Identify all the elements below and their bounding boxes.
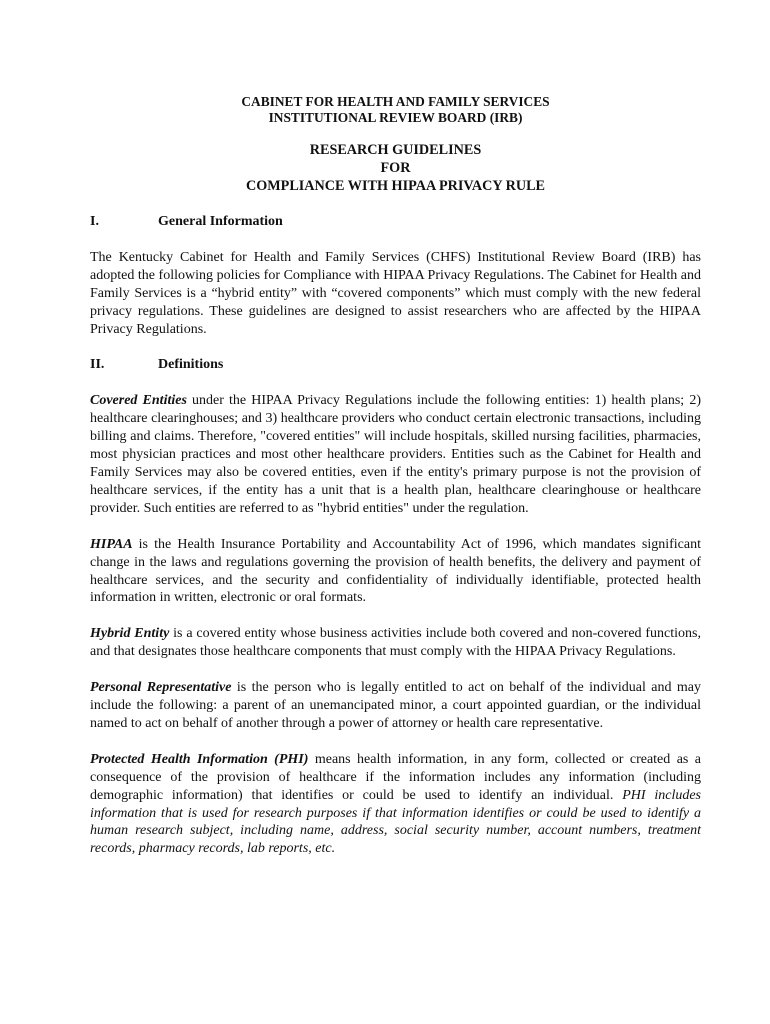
section-title: Definitions	[158, 357, 224, 373]
definition-personal-representative	[90, 679, 701, 733]
definition-text: is the person who is legally entitled to act on behalf of the individual and may include the following: a parent of an unemancipated minor, a court appointed guardian, or the individual named to act on behalf of another through a power of attorney or health care representative.	[90, 680, 701, 731]
document-title	[90, 141, 701, 195]
definition-text: under the HIPAA Privacy Regulations include the following entities: 1) health plans; 2) healthcare clearinghouses; and 3) healthcare providers who conduct certain electronic transactions, including billing and claims. Therefore, "covered entities" will include hospitals, skilled nursing facilities, pharmacies, most physician practices and most other healthcare providers. Entities such as the Cabinet for Health and Family Services may also be covered entities, even if the entity's primary purpose is not the provision of healthcare services, if the entity has a unit that is a health plan, healthcare clearinghouse or healthcare provider. Such entities are referred to as "hybrid entities" under the regulation.	[90, 393, 701, 516]
organization-header	[90, 94, 701, 126]
definition-term: Hybrid Entity	[90, 626, 170, 642]
definition-covered-entities	[90, 392, 701, 517]
title-line-1: RESEARCH GUIDELINES	[309, 142, 482, 158]
general-information-paragraph: The Kentucky Cabinet for Health and Family Services (CHFS) Institutional Review Board (IRB) has adopted the following policies for Compliance with HIPAA Privacy Regulations. The Cabinet for Health and Family Services is a “hybrid entity” with “covered components” which must comply with the new federal privacy regulations. These guidelines are designed to assist researchers who are affected by the HIPAA Privacy Regulations.	[90, 249, 701, 337]
definition-term: Covered Entities	[90, 393, 187, 409]
section-title: General Information	[158, 214, 283, 229]
title-line-2: FOR	[380, 160, 411, 176]
definition-term: HIPAA	[90, 536, 133, 552]
definition-hipaa	[90, 536, 701, 608]
definition-term: Personal Representative	[90, 680, 232, 696]
section-number: I.	[90, 214, 99, 229]
title-line-3: COMPLIANCE WITH HIPAA PRIVACY RULE	[245, 178, 545, 194]
section-number: II.	[90, 357, 105, 373]
definition-hybrid-entity	[90, 625, 701, 661]
document-body	[90, 94, 701, 858]
section-heading-general-information	[90, 213, 701, 231]
definition-protected-health-information	[90, 751, 701, 858]
header-line-2: INSTITUTIONAL REVIEW BOARD (IRB)	[268, 110, 523, 125]
definition-term: Protected Health Information (PHI)	[90, 751, 309, 767]
header-line-1: CABINET FOR HEALTH AND FAMILY SERVICES	[241, 94, 550, 109]
section-heading-definitions	[90, 356, 701, 374]
definition-italic-text: PHI includes information that is used for research purposes if that information identifies or could be used to identify a human research subject, including name, address, social security number, account numbers, treatment records, pharmacy records, lab reports, etc.	[90, 787, 701, 857]
definition-text: is a covered entity whose business activities include both covered and non-covered functions, and that designates those healthcare components that must comply with the HIPAA Privacy Regulations.	[90, 626, 701, 660]
definition-text: means health information, in any form, collected or created as a consequence of the provision of healthcare if the information includes any information (including demographic information) that identifies or could be used to identify an individual.	[90, 751, 702, 803]
definition-text: is the Health Insurance Portability and Accountability Act of 1996, which mandates significant change in the laws and regulations governing the provision of health benefits, the delivery and payment of healthcare services, and the security and confidentiality of individually identifiable, protected health information in written, electronic or oral formats.	[90, 536, 701, 606]
